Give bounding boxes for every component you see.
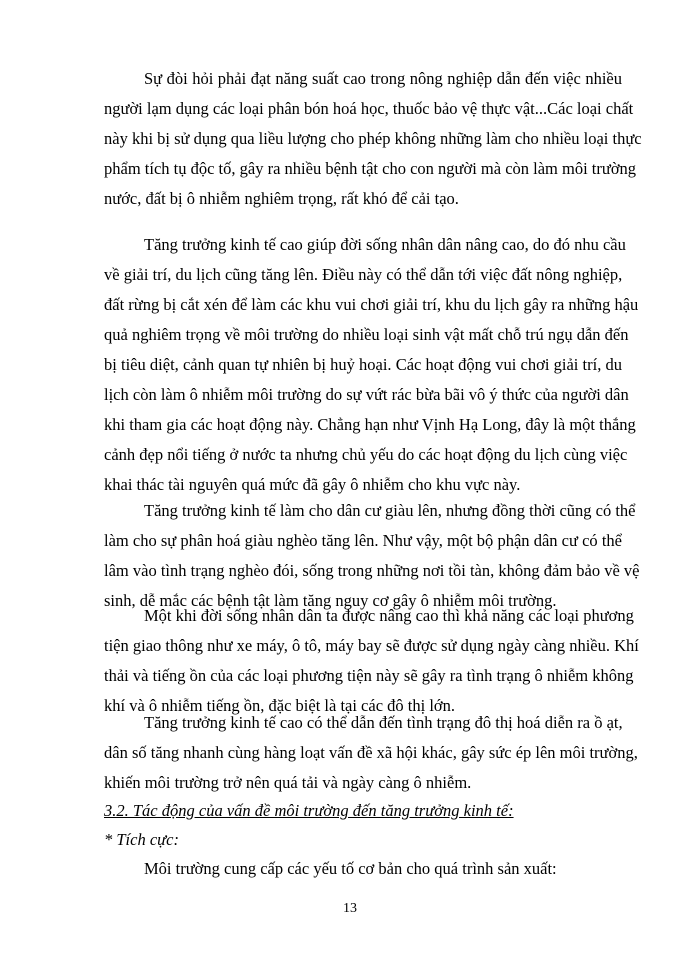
paragraph-2-line: lịch còn làm ô nhiễm môi trường do sự vứt rác bừa bãi vô ý thức của người dân — [104, 385, 629, 404]
section-heading: 3.2. Tác động của vấn đề môi trường đến tăng trưởng kinh tế: — [104, 801, 514, 820]
paragraph-2-line: khi tham gia các hoạt động này. Chẳng hạn như Vịnh Hạ Long, đây là một thắng — [104, 415, 636, 434]
paragraph-2-line: quả nghiêm trọng về môi trường do nhiều loại sinh vật mất chỗ trú ngụ dẫn đến — [104, 325, 629, 344]
paragraph-2-line: về giải trí, du lịch cũng tăng lên. Điều này có thể dẫn tới việc đất nông nghiệp, — [104, 265, 623, 284]
paragraph-2-line: bị tiêu diệt, cảnh quan tự nhiên bị huỷ hoại. Các hoạt động vui chơi giải trí, du — [104, 355, 622, 374]
paragraph-3-line: Tăng trưởng kinh tế làm cho dân cư giàu lên, nhưng đồng thời cũng có thể — [144, 501, 636, 520]
paragraph-3-line: làm cho sự phân hoá giàu nghèo tăng lên. Như vậy, một bộ phận dân cư có thể — [104, 531, 622, 550]
subheading: * Tích cực: — [104, 830, 179, 849]
paragraph-5-line: dân số tăng nhanh cùng hàng loạt vấn đề xã hội khác, gây sức ép lên môi trường, — [104, 743, 638, 762]
paragraph-3-line: sinh, dễ mắc các bệnh tật làm tăng nguy cơ gây ô nhiễm môi trường. — [104, 591, 557, 610]
paragraph-1-line: Sự đòi hỏi phải đạt năng suất cao trong nông nghiệp dẫn đến việc nhiều — [144, 69, 622, 88]
paragraph-2-line: đất rừng bị cắt xén để làm các khu vui chơi giải trí, khu du lịch gây ra những hậu — [104, 295, 639, 314]
closing-line: Môi trường cung cấp các yếu tố cơ bản cho quá trình sản xuất: — [144, 859, 557, 878]
paragraph-2-line: Tăng trưởng kinh tế cao giúp đời sống nhân dân nâng cao, do đó nhu cầu — [144, 235, 626, 254]
page-number: 13 — [343, 901, 357, 916]
paragraph-4-line: thải và tiếng ồn của các loại phương tiện này sẽ gây ra tình trạng ô nhiễm không — [104, 666, 634, 685]
paragraph-1-line: phẩm tích tụ độc tố, gây ra nhiều bệnh tật cho con người mà còn làm môi trường — [104, 159, 637, 178]
paragraph-1-line: người lạm dụng các loại phân bón hoá học, thuốc bảo vệ thực vật...Các loại chất — [104, 99, 634, 118]
paragraph-4-line: tiện giao thông như xe máy, ô tô, máy bay sẽ được sử dụng ngày càng nhiều. Khí — [104, 636, 639, 655]
paragraph-5-line: Tăng trưởng kinh tế cao có thể dẫn đến tình trạng đô thị hoá diễn ra ồ ạt, — [144, 713, 623, 732]
paragraph-5-line: khiến môi trường trở nên quá tải và ngày càng ô nhiễm. — [104, 773, 472, 792]
paragraph-2-line: cảnh đẹp nổi tiếng ở nước ta nhưng chủ yếu do các hoạt động du lịch cùng việc — [104, 445, 628, 464]
paragraph-3-line: lâm vào tình trạng nghèo đói, sống trong những nơi tồi tàn, không đảm bảo về vệ — [104, 561, 640, 580]
paragraph-1-line: này khi bị sử dụng qua liều lượng cho phép không những làm cho nhiều loại thực — [104, 129, 642, 148]
paragraph-1-line: nước, đất bị ô nhiễm nghiêm trọng, rất khó để cải tạo. — [104, 189, 459, 208]
paragraph-2-line: khai thác tài nguyên quá mức đã gây ô nhiễm cho khu vực này. — [104, 475, 521, 494]
paragraph-4-line: khí và ô nhiễm tiếng ồn, đặc biệt là tại các đô thị lớn. — [104, 696, 456, 715]
paragraph-4-line: Một khi đời sống nhân dân ta được nâng cao thì khả năng các loại phương — [144, 606, 634, 625]
